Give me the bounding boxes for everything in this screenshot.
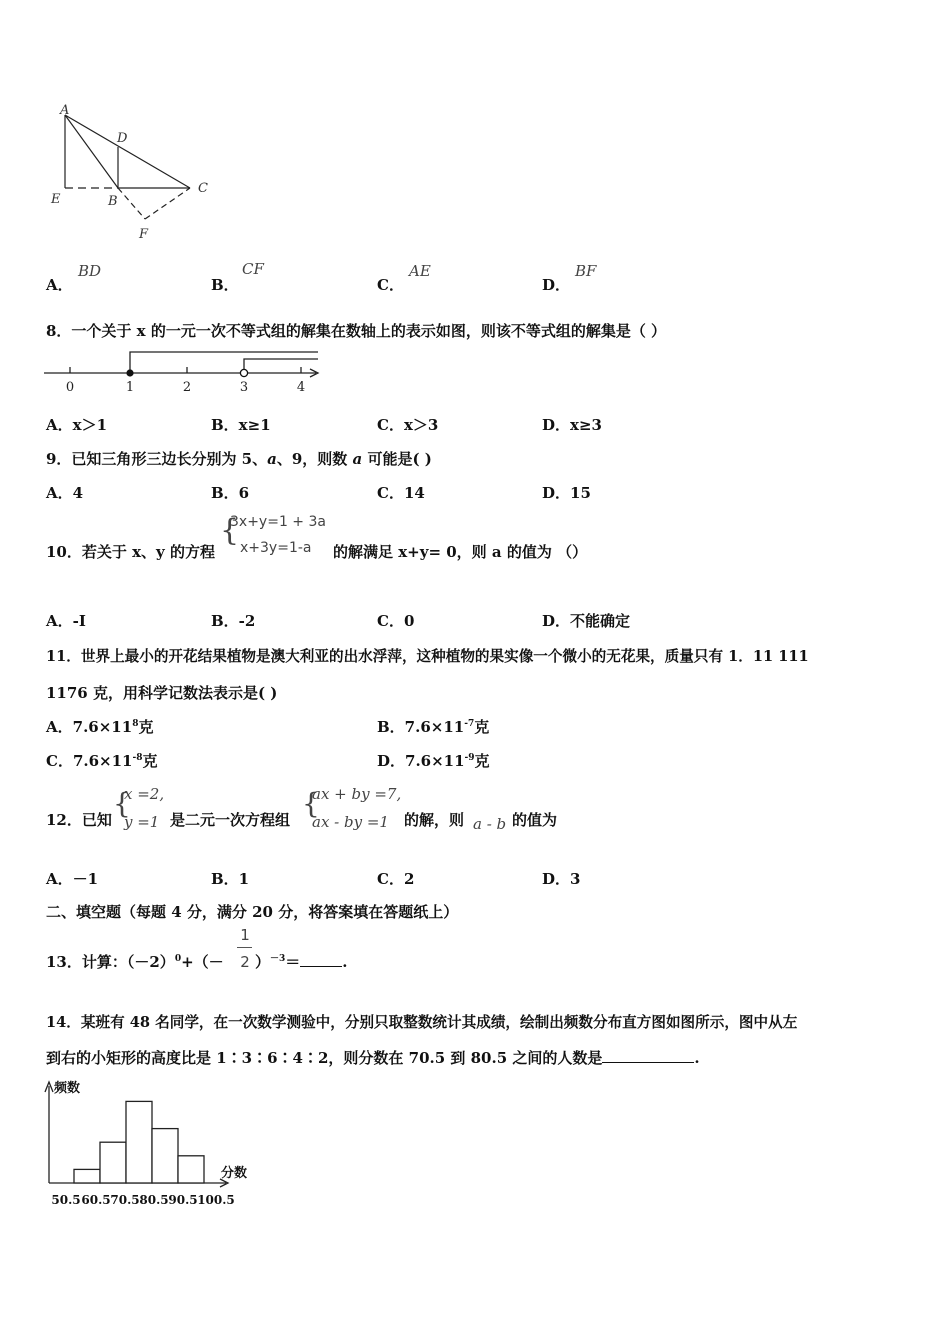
option-letter: A． [46, 276, 73, 294]
tick-label: 4 [296, 380, 306, 395]
q11-option-a [46, 716, 153, 737]
figure-label-a: A [60, 103, 70, 118]
histogram-bar [152, 1129, 178, 1183]
option-base: A．7.6×11 [46, 718, 133, 736]
open-point-icon [240, 369, 247, 376]
q7-option-d [542, 274, 570, 295]
histogram-bar [126, 1101, 152, 1183]
option-exponent: -9 [464, 753, 475, 763]
q12-expression: a - b [473, 815, 507, 833]
fraction-bar [237, 947, 252, 948]
histogram-tick-label: 90.5 [168, 1193, 198, 1207]
q12-equation-2: ax - by =1 [312, 813, 389, 831]
q13-exponent: －3 [270, 954, 286, 964]
q10-option-d: D．不能确定 [542, 612, 631, 630]
q12-equation-1: ax + by =7, [312, 785, 402, 803]
q9-text-part: 9．已知三角形三边长分别为 5、 [46, 450, 268, 468]
q7-option-b [211, 274, 239, 295]
q7-option-a [46, 274, 73, 295]
q10-prefix: 10．若关于 x、y 的方程 [46, 543, 215, 561]
q14-text-line-1: 14．某班有 48 名同学，在一次数学测验中，分别只取整数统计其成绩，绘制出频数分布直方图如图所示，图中从左 [46, 1014, 798, 1031]
q13-text-part: ） [255, 953, 271, 971]
answer-blank[interactable] [300, 966, 342, 967]
option-letter: B． [211, 276, 239, 294]
option-exponent: -7 [464, 719, 475, 729]
q7-triangle-figure [40, 98, 230, 248]
q9-variable: a [267, 450, 277, 468]
frequency-histogram [40, 1076, 270, 1211]
q8-option-a: A．x＞1 [46, 416, 108, 434]
q11-text-line-2: 1176 克，用科学记数法表示是( ) [46, 684, 278, 702]
histogram-tick-label: 70.5 [110, 1193, 140, 1207]
q12-mid-text: 是二元一次方程组 [170, 811, 291, 829]
option-base: C．7.6×11 [46, 752, 133, 770]
q9-option-d: D．15 [542, 484, 591, 502]
option-base: D．7.6×11 [377, 752, 465, 770]
q7-option-c [377, 274, 404, 295]
q12-prefix: 12．已知 [46, 811, 112, 829]
q13-text-part: 13．计算：（－2） [46, 953, 175, 971]
q10-option-a: A．-I [46, 612, 86, 630]
histogram-tick-label: 100.5 [197, 1193, 235, 1207]
q9-option-a: A．4 [46, 484, 84, 502]
q9-option-b: B．6 [211, 484, 250, 502]
figure-label-b: B [108, 194, 118, 209]
q9-question-text [46, 448, 432, 469]
figure-label-e: E [51, 192, 61, 207]
q11-option-d [377, 750, 490, 771]
tick-label: 2 [182, 380, 192, 395]
tick-label: 0 [65, 380, 75, 395]
option-unit: 克 [138, 718, 154, 736]
q10-option-b: B．-2 [211, 612, 256, 630]
q9-text-part: 可能是( ) [362, 450, 432, 468]
q9-variable: a [352, 450, 363, 468]
q9-text-part: 、9，则数 [276, 450, 353, 468]
q7-option-a-expr: BD [78, 262, 102, 280]
figure-label-f: F [139, 227, 149, 242]
option-unit: 克 [142, 752, 158, 770]
q8-option-b: B．x≥1 [211, 416, 271, 434]
q13-text-part: ＝ [285, 953, 301, 971]
fraction-numerator: 1 [240, 926, 250, 944]
tick-label: 3 [239, 380, 249, 395]
q13-question-end [255, 951, 348, 972]
histogram-tick-label: 60.5 [81, 1193, 111, 1207]
q7-option-c-expr: AE [409, 262, 431, 280]
q8-number-line [44, 346, 324, 396]
q11-text-line-1: 11．世界上最小的开花结果植物是澳大利亚的出水浮萍，这种植物的果实像一个微小的无花果，质量只有 1．11 111 [46, 648, 809, 665]
histogram-bar [178, 1156, 204, 1183]
q9-option-c: C．14 [377, 484, 425, 502]
tick-label: 1 [125, 380, 135, 395]
q13-text-part: . [342, 953, 348, 971]
q8-option-d: D．x≥3 [542, 416, 602, 434]
option-base: B．7.6×11 [377, 718, 465, 736]
q12-solution-x: x =2, [124, 785, 165, 803]
option-letter: C． [377, 276, 404, 294]
closed-point-icon [126, 369, 133, 376]
q14-text-part: 到右的小矩形的高度比是 1∶3∶6∶4∶2，则分数在 70.5 到 80.5 之间的人数是 [46, 1049, 603, 1067]
histogram-bar [74, 1169, 100, 1183]
q11-option-c [46, 750, 158, 771]
q12-option-c: C．2 [377, 870, 415, 888]
histogram-tick-label: 80.5 [139, 1193, 169, 1207]
section-heading: 二、填空题（每题 4 分，满分 20 分，将答案填在答题纸上） [46, 903, 459, 921]
system-brace-icon: { [220, 513, 240, 548]
q14-text-part: . [694, 1049, 700, 1067]
q10-suffix: 的解满足 x+y= 0，则 a 的值为 （） [333, 543, 588, 561]
histogram-tick-label: 50.5 [51, 1193, 81, 1207]
option-letter: D． [542, 276, 571, 294]
option-unit: 克 [474, 718, 490, 736]
q12-after-text: 的解，则 [404, 811, 465, 829]
system-brace-icon: { [302, 787, 320, 820]
q12-suffix: 的值为 [512, 811, 558, 829]
q11-option-b [377, 716, 489, 737]
q12-option-d: D．3 [542, 870, 581, 888]
q13-question [46, 951, 224, 972]
histogram-y-label: 频数 [54, 1081, 81, 1096]
q8-option-c: C．x＞3 [377, 416, 439, 434]
figure-label-c: C [198, 181, 208, 196]
option-exponent: 8 [132, 719, 139, 729]
q8-question-text: 8．一个关于 x 的一元一次不等式组的解集在数轴上的表示如图，则该不等式组的解集是（ ） [46, 322, 667, 340]
histogram-bar [100, 1142, 126, 1183]
q7-option-d-expr: BF [575, 262, 597, 280]
q10-equation-2: x+3y=1-a [240, 540, 312, 556]
system-brace-icon: { [113, 787, 131, 820]
histogram-x-label: 分数 [221, 1166, 248, 1181]
q12-option-b: B．1 [211, 870, 250, 888]
q12-solution-y: y =1 [124, 813, 160, 831]
q10-equation-1: 3x+y=1 + 3a [230, 514, 326, 530]
q10-option-c: C．0 [377, 612, 415, 630]
q13-exponent: 0 [174, 954, 182, 964]
q12-option-a: A．－1 [46, 870, 99, 888]
q14-text-line-2 [46, 1047, 700, 1068]
fraction-denominator: 2 [240, 953, 250, 971]
q7-option-b-expr: CF [242, 260, 264, 278]
option-exponent: -8 [132, 753, 143, 763]
q13-text-part: +（－ [181, 953, 224, 971]
figure-label-d: D [117, 131, 128, 146]
answer-blank[interactable] [602, 1062, 694, 1063]
option-unit: 克 [474, 752, 490, 770]
